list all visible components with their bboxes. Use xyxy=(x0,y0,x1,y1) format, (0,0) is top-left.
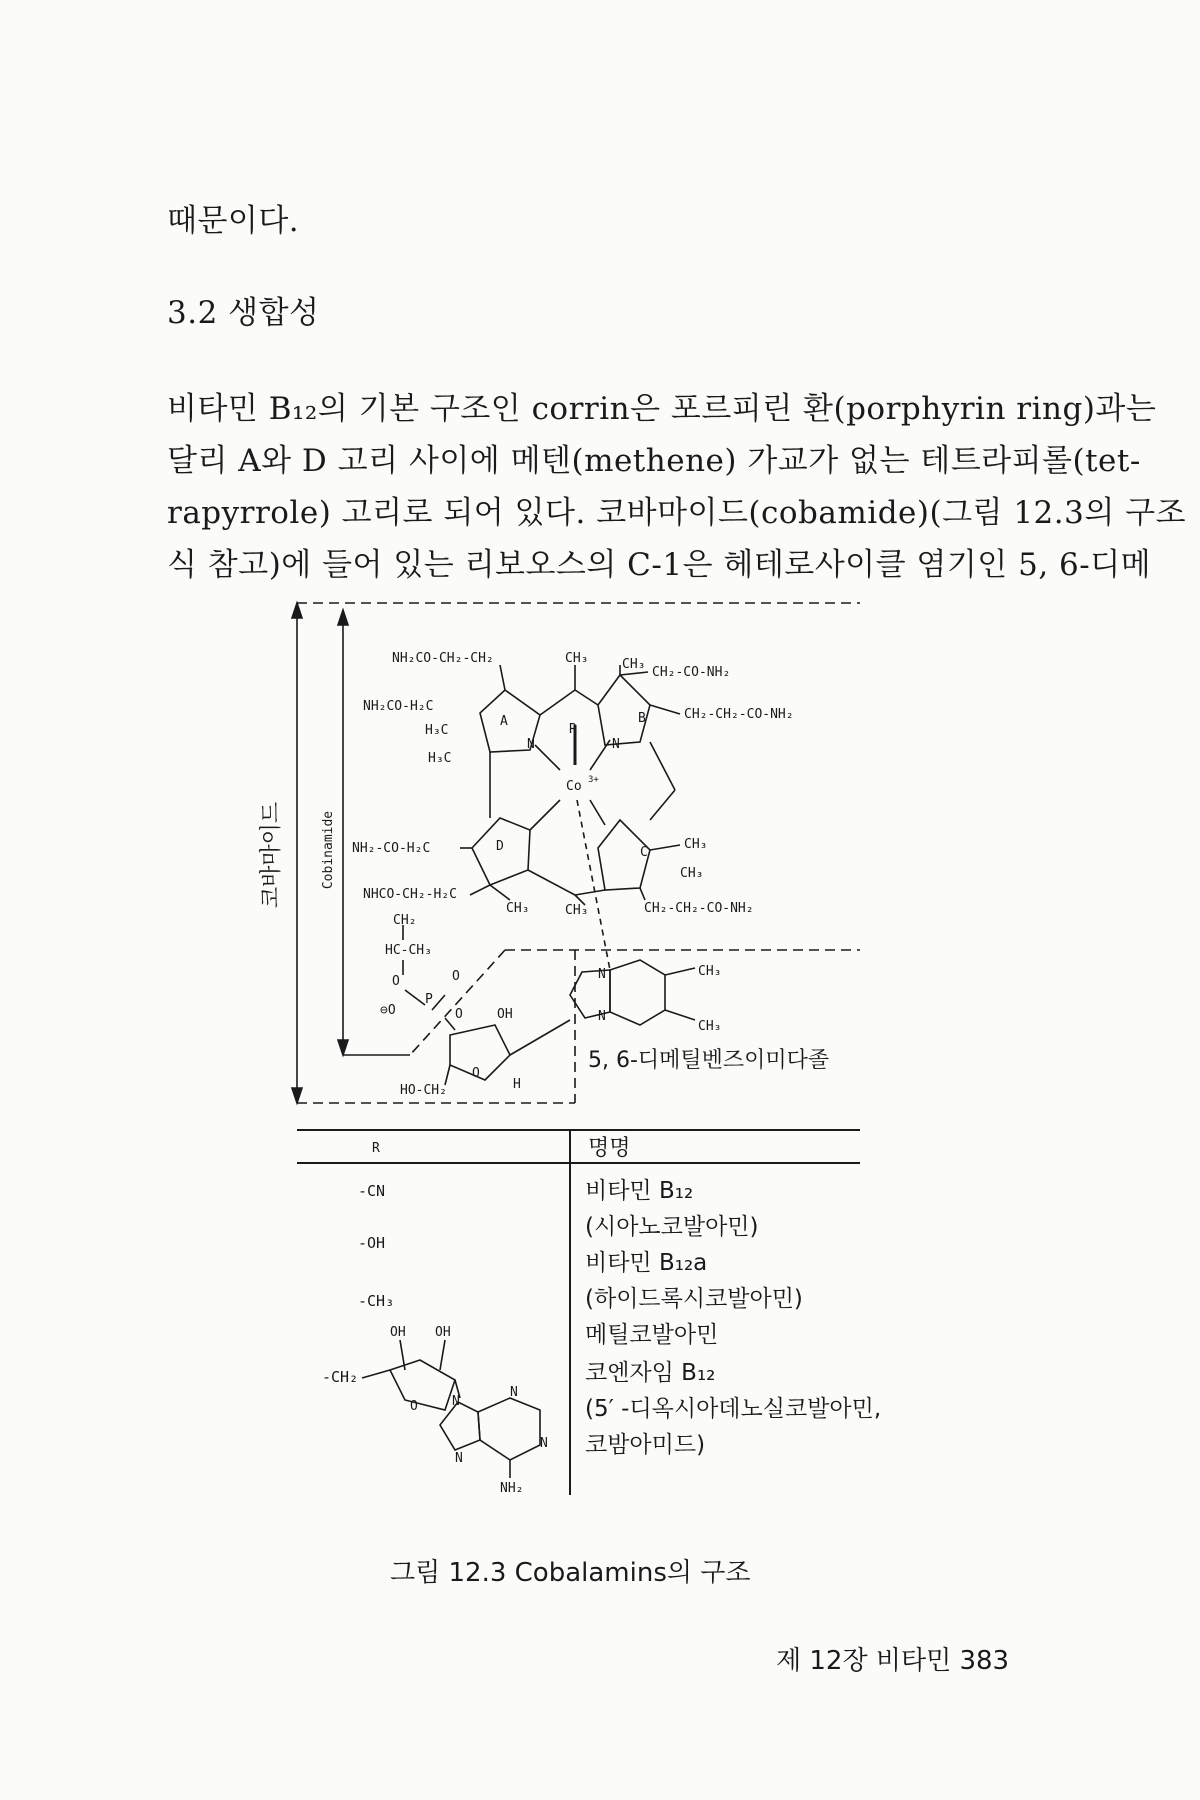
sub-p: P xyxy=(425,992,433,1007)
arrow-head xyxy=(292,1088,302,1103)
bond xyxy=(500,665,505,690)
sub-top-ch3-b: CH₃ xyxy=(622,657,646,672)
sub-h3c-1: H₃C xyxy=(425,723,449,738)
co-bond xyxy=(535,745,560,770)
bond xyxy=(432,995,445,1010)
bond xyxy=(575,890,605,895)
name-row-2: (시아노코발아민) xyxy=(585,1214,759,1240)
r-value-oh: -OH xyxy=(358,1234,386,1252)
page-footer: 제 12장 비타민 383 xyxy=(776,1646,1010,1676)
arrow-head xyxy=(338,1040,348,1055)
name-row-1: 비타민 B₁₂ xyxy=(585,1178,694,1204)
base-name-label: 5, 6-디메틸벤즈이미다졸 xyxy=(588,1048,830,1073)
paragraph-line-4: 식 참고)에 들어 있는 리보오스의 C-1은 헤테로사이클 염기인 5, 6-디메 xyxy=(167,547,1152,583)
benzene-ring xyxy=(610,960,665,1025)
sub-o-minus: ⊖O xyxy=(380,1003,396,1018)
figure-caption: 그림 12.3 Cobalamins의 구조 xyxy=(390,1558,751,1588)
arrow-head xyxy=(338,610,348,625)
sub-ring-o: O xyxy=(472,1066,480,1081)
bond xyxy=(470,885,490,895)
bond xyxy=(650,742,675,790)
table-col-r: R xyxy=(372,1141,380,1156)
adenosyl-n3: N xyxy=(455,1451,463,1466)
sub-bz-ch3-1: CH₃ xyxy=(698,964,722,979)
bond xyxy=(640,888,645,900)
n-label: N xyxy=(612,737,620,752)
sub-right-ch3-2: CH₃ xyxy=(680,866,704,881)
bond xyxy=(440,1340,445,1370)
cobalt-label: Co xyxy=(566,779,582,794)
bond xyxy=(362,1370,390,1378)
sub-ho-ch2: HO-CH₂ xyxy=(400,1083,447,1098)
bond xyxy=(620,672,648,675)
table-col-name: 명명 xyxy=(588,1136,631,1161)
adenosyl-o: O xyxy=(410,1399,418,1414)
name-row-3: 비타민 B₁₂a xyxy=(585,1250,708,1276)
bond xyxy=(510,1020,570,1055)
sub-bz-ch3-2: CH₃ xyxy=(698,1019,722,1034)
bond xyxy=(665,1010,695,1020)
sub-top-left-2: NH₂CO-H₂C xyxy=(363,699,434,714)
ring-b xyxy=(598,675,650,745)
co-bond xyxy=(590,800,605,825)
adenosyl-nh2: NH₂ xyxy=(500,1481,524,1496)
bond xyxy=(665,968,695,975)
adenosyl-n2: N xyxy=(510,1385,518,1400)
co-bond xyxy=(590,740,610,770)
ring-label-d: D xyxy=(496,839,504,854)
name-row-5: 메틸코발아민 xyxy=(585,1322,719,1348)
r-value-ch2: -CH₂ xyxy=(322,1368,359,1386)
bond xyxy=(575,690,598,705)
ring-label-a: A xyxy=(500,714,508,729)
sub-left-mid: NH₂-CO-H₂C xyxy=(352,841,431,856)
name-row-6: 코엔자임 B₁₂ xyxy=(585,1360,716,1386)
sub-top-ch3: CH₃ xyxy=(565,651,589,666)
bond xyxy=(650,705,680,714)
co-bond xyxy=(530,800,560,830)
ring-label-b: B xyxy=(638,711,646,726)
bond xyxy=(540,690,575,715)
paragraph-line-1: 비타민 B₁₂의 기본 구조인 corrin은 포르피린 환(porphyrin ring)과는 xyxy=(167,391,1157,427)
ring-label-c: C xyxy=(640,845,648,860)
bond xyxy=(445,1065,450,1085)
name-row-8: 코밤아미드) xyxy=(585,1432,706,1458)
adenosyl-ribose-ring xyxy=(390,1360,455,1410)
cobamide-side-label: 코바마이드 xyxy=(259,801,284,909)
sub-top-right-2: CH₂-CH₂-CO-NH₂ xyxy=(684,707,794,722)
sub-top-right-1: CH₂-CO-NH₂ xyxy=(652,665,731,680)
adenosyl-n4: N xyxy=(540,1436,548,1451)
name-row-4: (하이드록시코발아민) xyxy=(585,1286,803,1312)
arrow-head xyxy=(292,603,302,618)
r-value-ch3: -CH₃ xyxy=(358,1292,395,1310)
r-value-cn: -CN xyxy=(358,1182,386,1200)
bond xyxy=(405,990,425,1005)
sub-hc-ch3: HC-CH₃ xyxy=(385,943,432,958)
bond xyxy=(650,845,680,850)
sub-bottom-right: CH₂-CH₂-CO-NH₂ xyxy=(644,901,754,916)
paragraph-line-2: 달리 A와 D 고리 사이에 메텐(methene) 가교가 없는 테트라피롤(tet- xyxy=(167,443,1141,479)
adenine-pyrimidine xyxy=(478,1398,540,1460)
n-label: N xyxy=(527,737,535,752)
co-to-base-bond xyxy=(577,800,610,970)
bond xyxy=(650,790,675,820)
ribose-ring xyxy=(450,1025,510,1080)
sub-bottom-ch3-2: CH₃ xyxy=(565,903,589,918)
bz-n-label: N xyxy=(598,1009,606,1024)
body-line-0: 때문이다. xyxy=(167,203,300,239)
sub-right-ch3-1: CH₃ xyxy=(684,837,708,852)
cobalt-charge: 3+ xyxy=(588,775,599,785)
name-row-7: (5′ -디옥시아데노실코발아민, xyxy=(585,1396,882,1422)
bond xyxy=(490,885,510,900)
section-heading: 3.2 생합성 xyxy=(167,295,320,331)
adenosyl-oh-2: OH xyxy=(435,1325,451,1340)
sub-o3: O xyxy=(455,1007,463,1022)
bond xyxy=(445,1018,455,1030)
adenosyl-oh-1: OH xyxy=(390,1325,406,1340)
sub-h3c-2: H₃C xyxy=(428,751,452,766)
bz-n-label: N xyxy=(598,967,606,982)
sub-o1: O xyxy=(392,974,400,989)
sub-top-left-chain: NH₂CO-CH₂-CH₂ xyxy=(392,651,494,666)
sub-h: H xyxy=(513,1077,521,1092)
cobinamide-side-label: Cobinamide xyxy=(321,810,336,890)
adenosyl-n1: N xyxy=(452,1394,460,1409)
sub-bottom-ch3-1: CH₃ xyxy=(506,901,530,916)
sub-oh: OH xyxy=(497,1007,513,1022)
sub-bottom-left: NHCO-CH₂-H₂C xyxy=(363,887,457,902)
sub-ch2: CH₂ xyxy=(393,913,417,928)
axial-r-label: R xyxy=(569,722,577,737)
bond xyxy=(528,870,575,895)
sub-o2: O xyxy=(452,969,460,984)
paragraph-line-3: rapyrrole) 고리로 되어 있다. 코바마이드(cobamide)(그림 12.3의 구조 xyxy=(167,495,1187,531)
